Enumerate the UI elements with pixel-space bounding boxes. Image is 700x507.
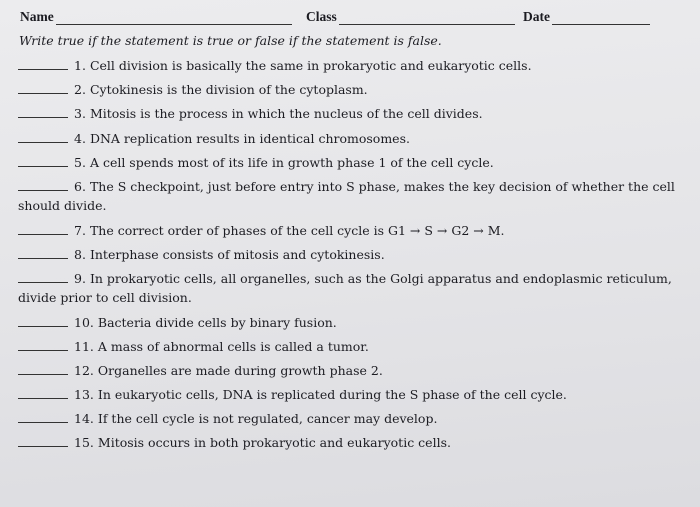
statement-item-1 [18, 56, 690, 75]
statement-item-12 [18, 361, 690, 380]
instruction-text: Write true if the statement is true or false if the statement is false. [19, 33, 442, 48]
statement-text: The S checkpoint, just before entry into S phase, makes the key decision of whether the cell [89, 179, 675, 194]
answer-blank-3[interactable] [18, 105, 68, 118]
statement-item-2 [18, 80, 690, 99]
answer-blank-12[interactable] [18, 362, 68, 375]
statement-number: 2. [74, 82, 86, 97]
answer-blank-11[interactable] [18, 338, 68, 351]
statement-number: 14. [74, 411, 94, 426]
statement-text: In prokaryotic cells, all organelles, such as the Golgi apparatus and endoplasmic reticulum, [89, 271, 672, 286]
statement-text: Cell division is basically the same in prokaryotic and eukaryotic cells. [89, 58, 532, 73]
worksheet-header [20, 9, 660, 29]
statement-number: 12. [74, 363, 94, 378]
answer-blank-1[interactable] [18, 57, 68, 70]
statement-text: Organelles are made during growth phase 2. [97, 363, 383, 378]
name-line[interactable] [56, 10, 292, 25]
statement-number: 6. [74, 179, 86, 194]
statement-number: 9. [74, 271, 86, 286]
statement-number: 10. [74, 315, 94, 330]
statement-text: If the cell cycle is not regulated, cancer may develop. [97, 411, 438, 426]
statement-number: 7. [74, 223, 86, 238]
answer-blank-14[interactable] [18, 410, 68, 423]
statement-text: In eukaryotic cells, DNA is replicated during the S phase of the cell cycle. [97, 387, 567, 402]
answer-blank-5[interactable] [18, 154, 68, 167]
date-field[interactable] [523, 9, 650, 25]
answer-blank-15[interactable] [18, 434, 68, 447]
statement-item-11 [18, 337, 690, 356]
statement-number: 3. [74, 106, 86, 121]
statement-item-8 [18, 245, 690, 264]
statement-item-14 [18, 409, 690, 428]
statement-item-13 [18, 385, 690, 404]
answer-blank-7[interactable] [18, 222, 68, 235]
statement-text: Cytokinesis is the division of the cytoplasm. [89, 82, 368, 97]
statement-item-3 [18, 104, 690, 123]
name-field[interactable] [20, 9, 292, 25]
statement-text-continued: divide prior to cell division. [18, 290, 192, 305]
statement-item-9 [18, 269, 690, 307]
answer-blank-4[interactable] [18, 130, 68, 143]
answer-blank-9[interactable] [18, 270, 68, 283]
statement-text: A cell spends most of its life in growth phase 1 of the cell cycle. [89, 155, 494, 170]
answer-blank-10[interactable] [18, 314, 68, 327]
statement-text: Interphase consists of mitosis and cytokinesis. [89, 247, 385, 262]
statement-item-7 [18, 221, 690, 240]
statement-text: Mitosis is the process in which the nucleus of the cell divides. [89, 106, 483, 121]
class-line[interactable] [339, 10, 515, 25]
statement-text: Bacteria divide cells by binary fusion. [97, 315, 337, 330]
date-line[interactable] [552, 10, 650, 25]
statement-item-4 [18, 129, 690, 148]
answer-blank-8[interactable] [18, 246, 68, 259]
statement-number: 11. [74, 339, 94, 354]
statement-text-continued: should divide. [18, 198, 107, 213]
answer-blank-6[interactable] [18, 178, 68, 191]
statement-item-10 [18, 313, 690, 332]
statement-text: DNA replication results in identical chromosomes. [89, 131, 410, 146]
statement-number: 15. [74, 435, 94, 450]
statement-text: The correct order of phases of the cell cycle is G1 → S → G2 → M. [89, 223, 505, 238]
statement-number: 4. [74, 131, 86, 146]
statement-number: 5. [74, 155, 86, 170]
date-label: Date [523, 9, 550, 24]
statement-item-6 [18, 177, 690, 215]
class-label: Class [306, 9, 337, 24]
statement-number: 13. [74, 387, 94, 402]
statement-number: 8. [74, 247, 86, 262]
statement-text: A mass of abnormal cells is called a tumor. [97, 339, 369, 354]
statement-item-5 [18, 153, 690, 172]
name-label: Name [20, 9, 54, 24]
statement-item-15 [18, 433, 690, 452]
answer-blank-13[interactable] [18, 386, 68, 399]
statement-number: 1. [74, 58, 86, 73]
class-field[interactable] [306, 9, 515, 25]
answer-blank-2[interactable] [18, 81, 68, 94]
statement-text: Mitosis occurs in both prokaryotic and eukaryotic cells. [97, 435, 451, 450]
